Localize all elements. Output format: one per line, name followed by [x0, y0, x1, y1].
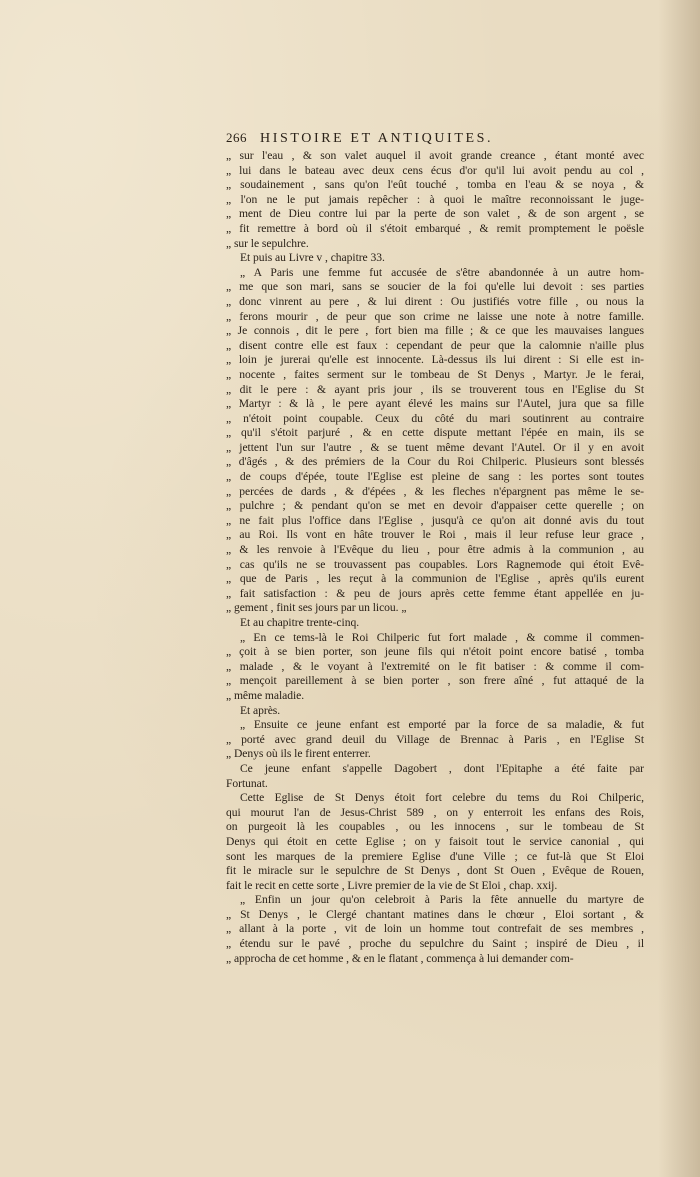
text-line: „ pulchre ; & pendant qu'on se met en devoir d'appaiser cette querelle ; on: [226, 499, 644, 513]
text-line: „ Martyr : & là , le pere ayant élevé les mains sur l'Autel, jura que sa fille: [226, 397, 644, 411]
paragraph: [226, 616, 644, 631]
text-line: „ au Roi. Ils vont en hâte trouver le Roi , mais il leur refuse leur grace ,: [226, 528, 644, 542]
text-line: „ Ensuite ce jeune enfant est emporté par la force de sa maladie, & fut: [240, 718, 644, 732]
paragraph: [226, 149, 644, 251]
text-line: sont les marques de la premiere Eglise d'une Ville ; ce fut-là que St Eloi: [226, 849, 644, 863]
running-title: HISTOIRE ET ANTIQUITES.: [260, 131, 494, 146]
text-line: Et puis au Livre v , chapitre 33.: [240, 251, 385, 265]
text-line: „ sur le sepulchre.: [226, 236, 309, 250]
text-line: „ l'on ne le put jamais repêcher : à quoi le maître reconnoissant le juge-: [226, 192, 644, 206]
text-line: „ d'âgés , & des prémiers de la Cour du Roi Chilperic. Plusieurs sont blessés: [226, 455, 644, 469]
text-line: „ dit le pere : & ayant pris jour , ils se trouverent tous en l'Eglise du St: [226, 382, 644, 396]
text-line: „ gement , finit ses jours par un licou. „: [226, 601, 407, 615]
text-line: „ ferons mourir , de peur que son crime ne laisse une note à notre famille.: [226, 309, 644, 323]
book-page: [226, 130, 644, 966]
text-line: „ mençoit pareillement à se bien porter , son frere aîné , fut attaqué de la: [226, 674, 644, 688]
text-line: „ même maladie.: [226, 688, 305, 702]
text-line: „ cas qu'ils ne se trouvassent pas coupables. Lors Ragnemode qui étoit Evê-: [226, 557, 644, 571]
text-line: on purgeoit là les coupables , ou les innocens , sur le tombeau de St: [226, 820, 644, 834]
paragraph: [226, 631, 644, 646]
text-line: „ ment de Dieu contre lui par la perte de son valet , & de son argent , se: [226, 207, 644, 221]
text-line: „ de coups d'épée, toute l'Eglise est pleine de sang : les portes sont toutes: [226, 470, 644, 484]
paragraph: [226, 280, 644, 616]
page-header: [226, 130, 644, 147]
text-line: Et au chapitre trente-cinq.: [240, 616, 360, 629]
text-line: „ loin je jurerai qu'elle est innocente. Là-dessus ils lui dirent : Si elle est in-: [226, 353, 644, 367]
text-line: Ce jeune enfant s'appelle Dagobert , dont l'Epitaphe a été faite par: [240, 761, 644, 775]
text-line: „ fit remettre à bord où il s'étoit embarqué , & remit promptement le poësle: [226, 221, 644, 235]
text-line: qui mourut l'an de Jesus-Christ 589 , on y enterroit les enfans des Rois,: [226, 805, 644, 819]
text-line: „ malade , & le voyant à l'extremité on le fit batiser : & comme il com-: [226, 659, 644, 673]
paragraph: [226, 908, 644, 966]
text-line: „ soudainement , sans qu'on l'eût touché , tomba en l'eau & se noya , &: [226, 178, 644, 192]
text-line: „ Denys où ils le firent enterrer.: [226, 747, 371, 761]
paragraph: [226, 645, 644, 703]
text-line: Et après.: [240, 703, 281, 717]
text-line: „ approcha de cet homme , & en le flatant , commença à lui demander com-: [226, 951, 574, 965]
paragraph: [226, 266, 644, 281]
paragraph: [226, 718, 644, 733]
text-line: „ sur l'eau , & son valet auquel il avoit grande creance , étant monté avec: [226, 149, 644, 162]
text-line: „ disent contre elle est faux : cependant de peur que la calomnie n'aille plus: [226, 338, 644, 352]
paragraph: [226, 893, 644, 908]
text-line: „ fait satisfaction : & peu de jours après cette femme étant appellée en ju-: [226, 586, 644, 600]
paragraph: [226, 777, 644, 792]
text-line: „ lui dans le bateau avec deux cens écus d'or qu'il lui avoit pendu au col ,: [226, 163, 644, 177]
paragraph: [226, 704, 644, 719]
text-line: fit le miracle sur le sepulchre de St Denys , dont St Ouen , Evêque de Rouen,: [226, 864, 644, 878]
text-line: Fortunat.: [226, 776, 268, 790]
text-line: „ porté avec grand deuil du Village de Brennac à Paris , en l'Eglise St: [226, 732, 644, 746]
text-line: „ ne fait plus l'office dans l'Eglise , jusqu'à ce qu'on ait donné avis du tout: [226, 513, 644, 527]
text-line: Denys qui étoit en cette Eglise ; on y faisoit tout le service canonial , qui: [226, 834, 644, 848]
paragraph: [226, 791, 644, 806]
text-line: fait le recit en cette sorte , Livre premier de la vie de St Eloi , chap. xxij.: [226, 878, 558, 892]
text-line: „ nocente , faites serment sur le tombeau de St Denys , Martyr. Je le ferai,: [226, 367, 644, 381]
page-number: 266: [226, 130, 247, 145]
text-line: „ étendu sur le pavé , proche du sepulchre du Saint ; inspiré de Dieu , il: [226, 937, 644, 951]
text-line: „ que de Paris , les reçut à la communion de l'Eglise , après qu'ils eurent: [226, 572, 644, 586]
text-line: „ jettent l'un sur l'autre , & se tuent même devant l'Autel. Or il y en avoit: [226, 440, 644, 454]
text-line: „ percées de dards , & d'épées , & les fleches n'épargnent pas même le se-: [226, 484, 644, 498]
paragraph: [226, 251, 644, 266]
text-line: „ St Denys , le Clergé chantant matines dans le chœur , Eloi sortant , &: [226, 907, 644, 921]
text-line: „ donc vinrent au pere , & lui dirent : Ou justifiés votre fille , ou nous la: [226, 294, 644, 308]
text-line: „ & les renvoie à l'Evêque du lieu , pour être admis à la communion , au: [226, 543, 644, 557]
text-line: Cette Eglise de St Denys étoit fort celebre du tems du Roi Chilperic,: [240, 791, 644, 805]
body-text: [226, 149, 644, 966]
paragraph: [226, 762, 644, 777]
paragraph: [226, 806, 644, 894]
text-line: „ allant à la porte , vit de loin un homme tout contrefait de ses membres ,: [226, 922, 644, 936]
page-gutter-shadow: [658, 0, 700, 1177]
text-line: „ qu'il s'étoit parjuré , & en cette dispute mettant l'épée en main, ils se: [226, 426, 644, 440]
paragraph: [226, 733, 644, 762]
text-line: „ Je connois , dit le pere , fort bien ma fille ; & ce que les mauvaises langues: [226, 324, 644, 338]
text-line: „ A Paris une femme fut accusée de s'être abandonnée à un autre hom-: [240, 265, 644, 279]
text-line: „ çoit à se bien porter, son jeune fils qui n'étoit point encore batisé , tomba: [226, 645, 644, 659]
text-line: „ me que son mari, sans se soucier de la foi qu'elle lui devoit : ses parties: [226, 280, 644, 294]
text-line: „ n'étoit point coupable. Ceux du côté du mari soutinrent au contraire: [226, 411, 644, 425]
text-line: „ Enfin un jour qu'on celebroit à Paris la fête annuelle du martyre de: [240, 893, 644, 907]
text-line: „ En ce tems-là le Roi Chilperic fut fort malade , & comme il commen-: [240, 630, 644, 644]
